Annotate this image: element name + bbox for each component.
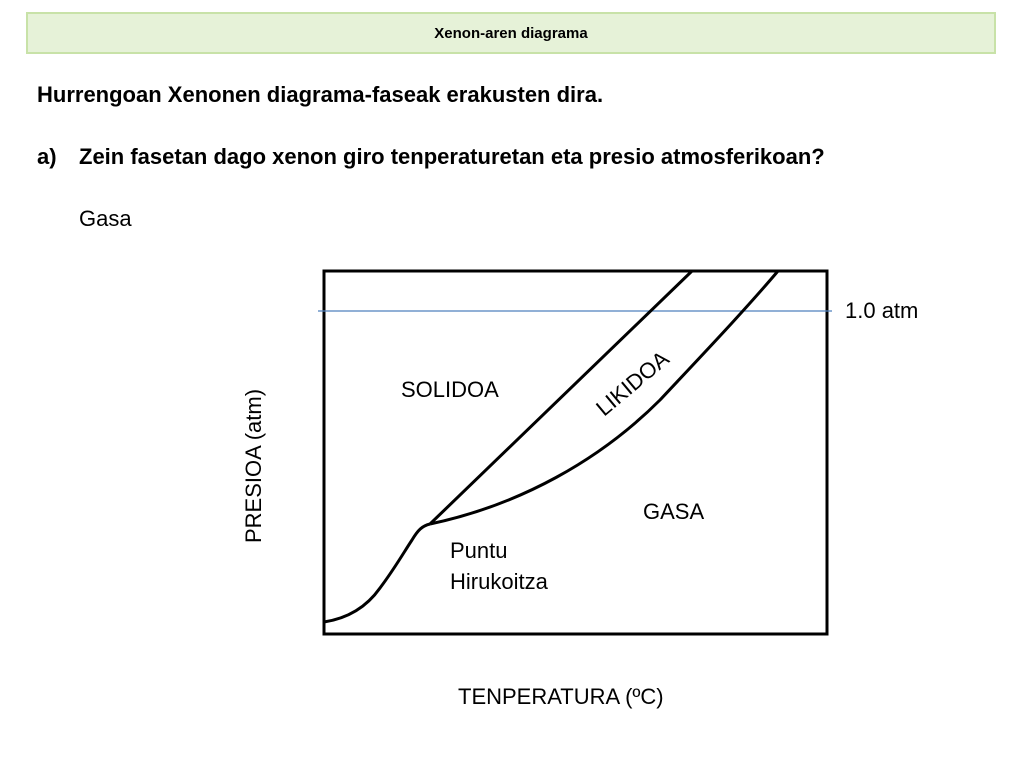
triple-point-label-line2: Hirukoitza bbox=[450, 569, 548, 594]
pressure-line-label: 1.0 atm bbox=[845, 298, 919, 323]
plot-frame bbox=[324, 271, 827, 634]
intro-text: Hurrengoan Xenonen diagrama-faseak erakusten dira. bbox=[37, 82, 604, 107]
triple-point-label-line1: Puntu bbox=[450, 538, 508, 563]
x-axis-label: TENPERATURA (ºC) bbox=[458, 684, 664, 709]
y-axis-label: PRESIOA (atm) bbox=[241, 388, 266, 543]
answer-text: Gasa bbox=[79, 206, 132, 231]
question-marker: a) bbox=[37, 144, 57, 169]
sublimation-curve bbox=[324, 524, 430, 622]
header-title: Xenon-aren diagrama bbox=[434, 24, 588, 42]
liquid-region-label: LIKIDOA bbox=[591, 345, 674, 421]
gas-region-label: GASA bbox=[643, 499, 705, 524]
question-text: Zein fasetan dago xenon giro tenperaturetan eta presio atmosferikoan? bbox=[79, 144, 825, 169]
solid-region-label: SOLIDOA bbox=[401, 377, 499, 402]
